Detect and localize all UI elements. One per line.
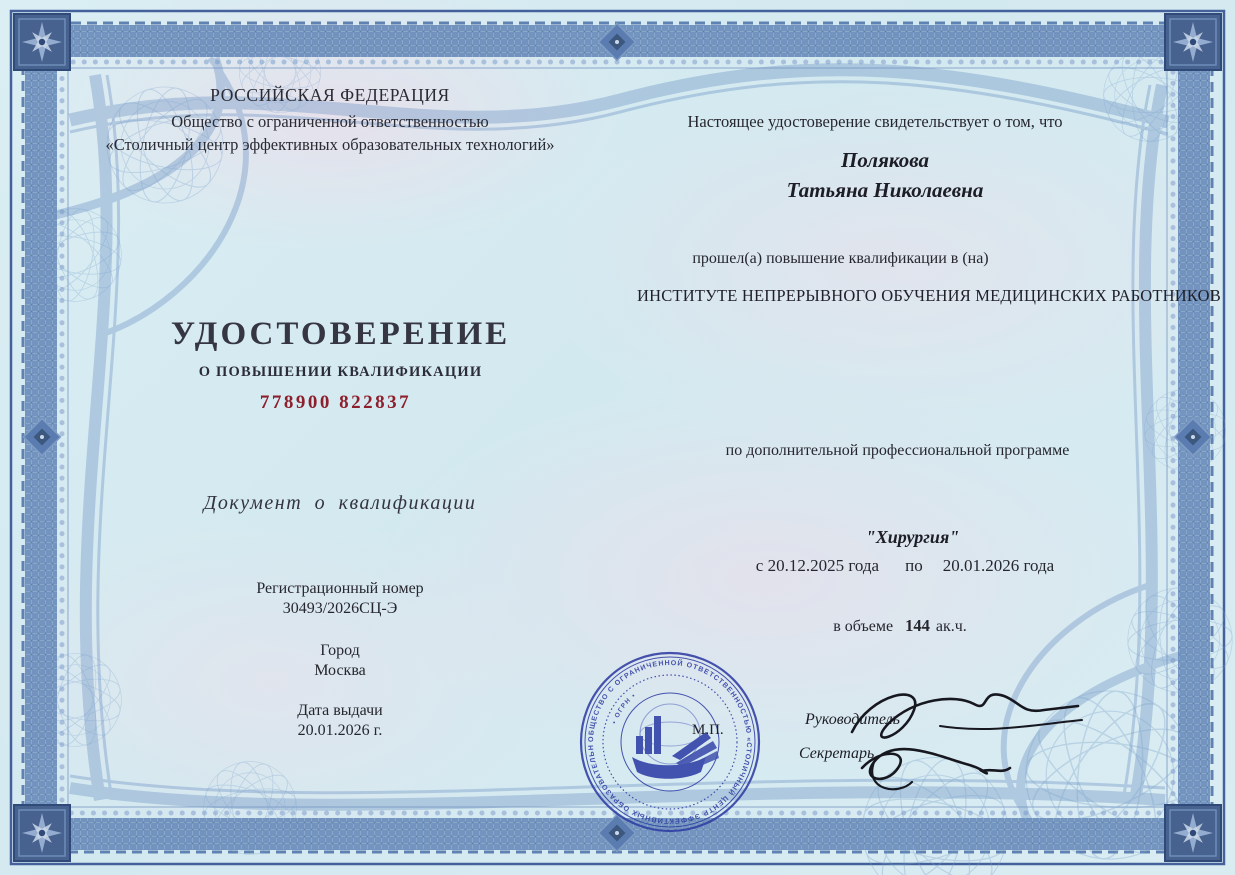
svg-text:ОБЩЕСТВО С ОГРАНИЧЕННОЙ ОТВЕТС [587,658,753,825]
volume-unit: ак.ч. [935,618,967,635]
training-action-text: прошел(а) повышение квалификации в (на) [692,250,989,267]
recipient-last-name: Полякова [841,148,929,172]
seal-place-mark: М.П. [692,722,724,738]
period-to-label: по [905,556,923,575]
head-signature-label: Руководитель [805,711,900,728]
program-period [660,556,1150,576]
recipient-first-middle-name: Татьяна Николаевна [786,178,984,202]
period-from: с 20.12.2025 года [755,556,880,575]
program-name: "Хирургия" [865,527,960,547]
org-name: «Столичный центр эффективных образовательных технологий» [105,135,555,154]
issuer-block [45,84,615,156]
city-label: Город [320,642,360,659]
seal-inner-text: • ОГРН • [611,691,638,725]
official-seal [576,648,764,836]
blank-number: 778900 822837 [259,392,412,413]
book-chart-logo-icon [632,704,719,779]
issue-date-label: Дата выдачи [297,702,383,719]
secretary-signature-label: Секретарь [799,745,875,762]
institution-name: ИНСТИТУТЕ НЕПРЕРЫВНОГО ОБУЧЕНИЯ МЕДИЦИНСКИХ РАБОТНИКОВ [637,286,1221,305]
certifies-statement: Настоящее удостоверение свидетельствует о том, что [687,112,1063,131]
reg-number-label: Регистрационный номер [256,580,424,597]
program-intro: по дополнительной профессиональной программе [725,442,1070,459]
seal-outer-text: ОБЩЕСТВО С ОГРАНИЧЕННОЙ ОТВЕТСТВЕННОСТЬЮ «СТОЛИЧНЫЙ ЦЕНТР ЭФФЕКТИВНЫХ ОБРАЗОВАТЕЛЬНЫХ ТЕХНОЛОГИЙ» • [586,658,754,826]
volume-value: 144 [905,616,930,635]
document-subtitle: О ПОВЫШЕНИИ КВАЛИФИКАЦИИ [198,364,483,380]
program-volume [655,616,1145,636]
document-kind: Документ о квалификации [203,492,477,514]
org-type: Общество с ограниченной ответственностью [171,112,489,131]
issue-date-value: 20.01.2026 г. [297,722,383,739]
document-title: УДОСТОВЕРЕНИЕ [170,316,511,352]
country-title: РОССИЙСКАЯ ФЕДЕРАЦИЯ [210,85,450,105]
city-value: Москва [314,662,366,679]
volume-label: в объеме [833,618,894,635]
reg-number: 30493/2026СЦ-Э [282,600,398,617]
signatures-ink [820,668,1120,818]
period-to: 20.01.2026 года [942,556,1055,575]
